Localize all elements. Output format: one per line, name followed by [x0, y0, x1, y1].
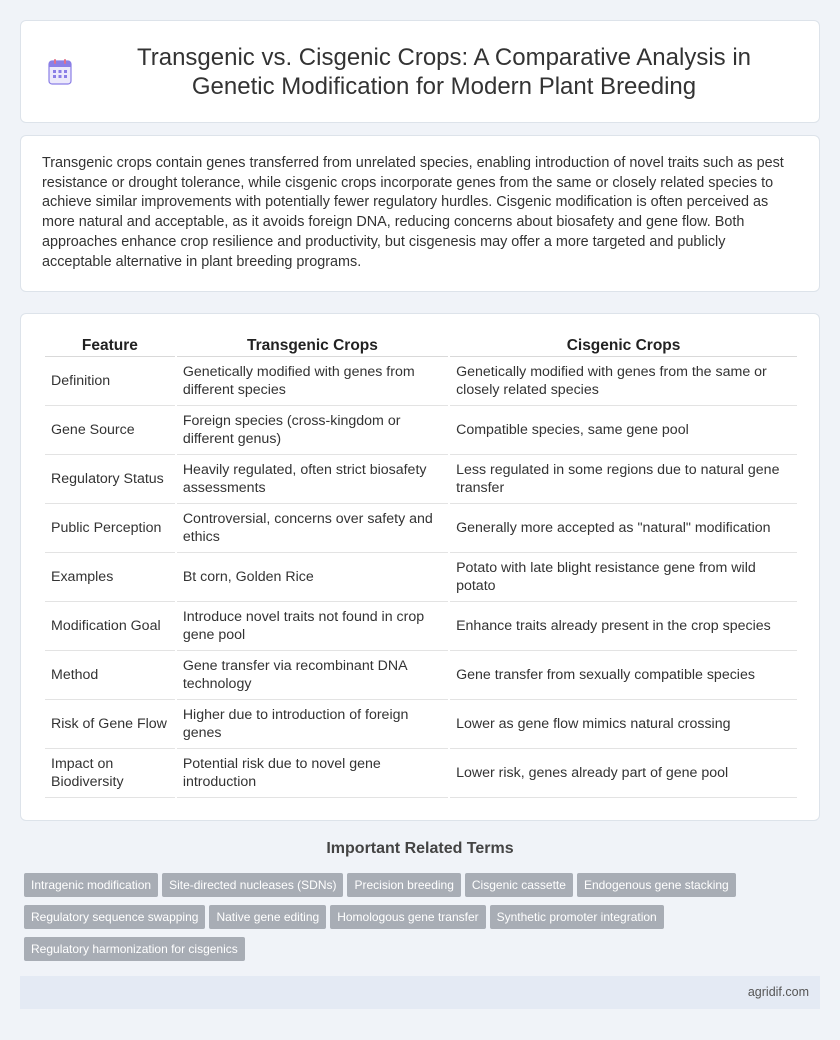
related-term-tag[interactable]: Regulatory harmonization for cisgenics [24, 937, 245, 961]
footer [20, 976, 820, 1009]
cisgenic-cell: Lower risk, genes already part of gene pool [450, 749, 797, 798]
feature-cell: Gene Source [45, 406, 175, 455]
related-term-tag[interactable]: Regulatory sequence swapping [24, 905, 205, 929]
comparison-table [43, 334, 799, 798]
transgenic-cell: Heavily regulated, often strict biosafety assessments [177, 455, 448, 504]
page-title: Transgenic vs. Cisgenic Crops: A Comparative Analysis in Genetic Modification for Modern Plant Breeding [136, 43, 752, 100]
intro-card [20, 135, 820, 292]
calendar-grid-icon [45, 57, 75, 87]
related-term-tag[interactable]: Homologous gene transfer [330, 905, 485, 929]
feature-cell: Examples [45, 553, 175, 602]
cisgenic-cell: Gene transfer from sexually compatible species [450, 651, 797, 700]
cisgenic-cell: Generally more accepted as "natural" modification [450, 504, 797, 553]
transgenic-cell: Higher due to introduction of foreign genes [177, 700, 448, 749]
feature-cell: Regulatory Status [45, 455, 175, 504]
table-row [45, 553, 797, 602]
related-terms-list [24, 873, 824, 969]
table-row [45, 406, 797, 455]
title-card [20, 20, 820, 123]
table-row [45, 700, 797, 749]
table-row [45, 455, 797, 504]
intro-paragraph: Transgenic crops contain genes transferred from unrelated species, enabling introduction of novel traits such as pest resistance or drought tolerance, while cisgenic crops incorporate genes from the same or closely related species to achieve similar improvements with potentially fewer regulatory hurdles. Cisgenic modification is often perceived as more natural and acceptable, as it avoids foreign DNA, reducing concerns about biosafety and gene flow. Both approaches enhance crop resilience and productivity, but cisgenesis may offer a more targeted and publicly acceptable alternative in plant breeding programs. [42, 155, 784, 270]
related-term-tag[interactable]: Intragenic modification [24, 873, 158, 897]
transgenic-cell: Gene transfer via recombinant DNA technology [177, 651, 448, 700]
transgenic-cell: Genetically modified with genes from different species [177, 357, 448, 406]
cisgenic-cell: Less regulated in some regions due to natural gene transfer [450, 455, 797, 504]
feature-cell: Public Perception [45, 504, 175, 553]
related-term-tag[interactable]: Precision breeding [347, 873, 460, 897]
header-feature: Feature [45, 334, 175, 357]
cisgenic-cell: Potato with late blight resistance gene from wild potato [450, 553, 797, 602]
cisgenic-cell: Genetically modified with genes from the same or closely related species [450, 357, 797, 406]
table-row [45, 749, 797, 798]
header-transgenic: Transgenic Crops [177, 334, 448, 357]
transgenic-cell: Bt corn, Golden Rice [177, 553, 448, 602]
table-row [45, 602, 797, 651]
footer-site-link[interactable]: agridif.com [747, 985, 809, 999]
related-term-tag[interactable]: Cisgenic cassette [465, 873, 573, 897]
cisgenic-cell: Lower as gene flow mimics natural crossing [450, 700, 797, 749]
comparison-card [20, 313, 820, 821]
table-header-row [45, 334, 797, 357]
table-row [45, 651, 797, 700]
transgenic-cell: Introduce novel traits not found in crop gene pool [177, 602, 448, 651]
cisgenic-cell: Enhance traits already present in the crop species [450, 602, 797, 651]
header-cisgenic: Cisgenic Crops [450, 334, 797, 357]
related-term-tag[interactable]: Synthetic promoter integration [490, 905, 664, 929]
transgenic-cell: Potential risk due to novel gene introduction [177, 749, 448, 798]
feature-cell: Method [45, 651, 175, 700]
feature-cell: Impact on Biodiversity [45, 749, 175, 798]
cisgenic-cell: Compatible species, same gene pool [450, 406, 797, 455]
transgenic-cell: Foreign species (cross-kingdom or different genus) [177, 406, 448, 455]
related-terms-title: Important Related Terms [326, 840, 514, 857]
feature-cell: Risk of Gene Flow [45, 700, 175, 749]
feature-cell: Modification Goal [45, 602, 175, 651]
related-term-tag[interactable]: Endogenous gene stacking [577, 873, 736, 897]
transgenic-cell: Controversial, concerns over safety and ethics [177, 504, 448, 553]
feature-cell: Definition [45, 357, 175, 406]
related-term-tag[interactable]: Site-directed nucleases (SDNs) [162, 873, 343, 897]
related-term-tag[interactable]: Native gene editing [209, 905, 326, 929]
table-row [45, 357, 797, 406]
table-row [45, 504, 797, 553]
